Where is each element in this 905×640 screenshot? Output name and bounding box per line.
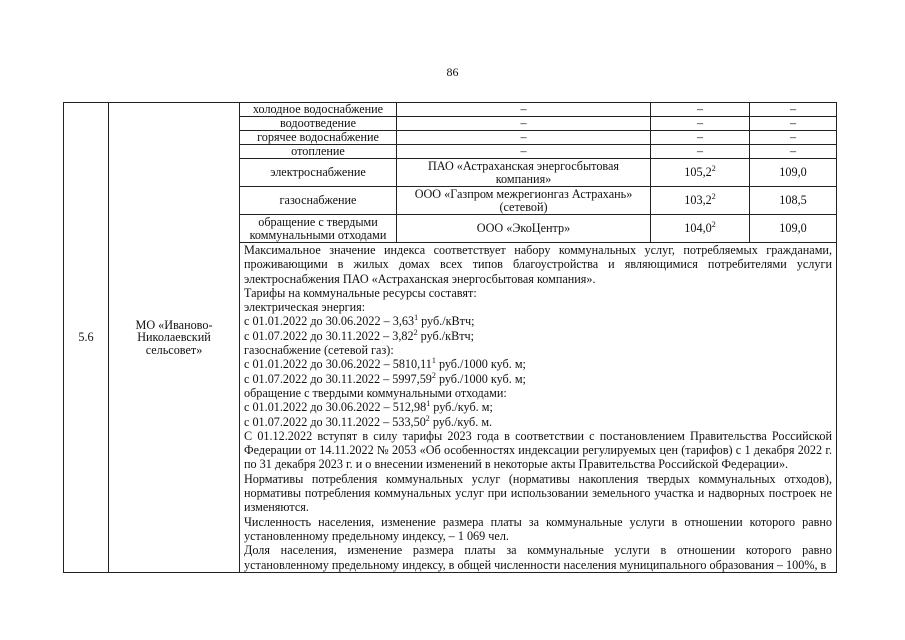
provider-name: ООО «Газпром межрегионгаз Астрахань» (сетевой) <box>397 187 651 215</box>
index-max: – <box>651 131 750 145</box>
index-max: 105,2$^2$ <box>651 159 750 187</box>
municipality-name: МО «Иваново-Николаевский сельсовет» <box>109 103 240 573</box>
paragraph-population: Численность населения, изменение размера платы за коммунальные услуги в отношении которого равно установленному предельному индексу, – 1 069 чел. <box>244 514 832 543</box>
provider-name: ООО «ЭкоЦентр» <box>397 215 651 243</box>
table-row <box>64 103 837 117</box>
electric-label: электрическая энергия: <box>244 300 366 315</box>
index-max: – <box>651 103 750 117</box>
provider-name: – <box>397 131 651 145</box>
service-name: электроснабжение <box>240 159 397 187</box>
provider-name: – <box>397 117 651 131</box>
provider-name: ПАО «Астраханская энергосбытовая компания» <box>397 159 651 187</box>
service-name: отопление <box>240 145 397 159</box>
tariff-table <box>63 102 837 573</box>
paragraph-tariff-2023: С 01.12.2022 вступят в силу тарифы 2023 года в соответствии с постановлением Правительства Российской Федерации от 14.11.2022 № 2053 «Об особенностях индексации регулируемых цен (тарифов) с 1 декабря 2022 г. по 31 декабря 2023 г. и о внесении изменений в некоторые акты Правительства Российской Федерации». <box>244 428 832 472</box>
gas-tariff-1: с 01.01.2022 до 30.06.2022 – 5810,11$^1$ руб./1000 куб. м; <box>244 356 526 372</box>
index-limit: 108,5 <box>750 187 837 215</box>
provider-name: – <box>397 145 651 159</box>
gas-label: газоснабжение (сетевой газ): <box>244 343 394 358</box>
index-limit: – <box>750 103 837 117</box>
paragraph-norms: Нормативы потребления коммунальных услуг (нормативы накопления твердых коммунальных отходов), нормативы потребления коммунальных услуг при использовании земельного участка и надворных построек не изменяются. <box>244 471 832 515</box>
page-number: 86 <box>446 65 459 79</box>
waste-tariff-2: с 01.07.2022 до 30.11.2022 – 533,50$^2$ руб./куб. м. <box>244 413 493 429</box>
paragraph-share: Доля населения, изменение размера платы за коммунальные услуги в отношении которого равно установленному предельному индексу, в общей численности населения муниципального образования – 100%, в <box>244 543 832 572</box>
gas-tariff-2: с 01.07.2022 до 30.11.2022 – 5997,59$^2$ руб./1000 куб. м; <box>244 370 526 386</box>
index-max: 104,0$^2$ <box>651 215 750 243</box>
electric-tariff-1: с 01.01.2022 до 30.06.2022 – 3,63$^1$ руб./кВтч; <box>244 313 475 329</box>
electric-tariff-2: с 01.07.2022 до 30.11.2022 – 3,82$^2$ руб./кВтч; <box>244 327 475 343</box>
waste-tariff-1: с 01.01.2022 до 30.06.2022 – 512,98$^1$ руб./куб. м; <box>244 399 493 415</box>
index-max: – <box>651 145 750 159</box>
index-limit: – <box>750 131 837 145</box>
service-name: холодное водоснабжение <box>240 103 397 117</box>
description-cell <box>240 243 837 573</box>
row-number: 5.6 <box>64 103 109 573</box>
index-max: 103,2$^2$ <box>651 187 750 215</box>
index-limit: 109,0 <box>750 159 837 187</box>
service-name: горячее водоснабжение <box>240 131 397 145</box>
index-limit: 109,0 <box>750 215 837 243</box>
index-limit: – <box>750 145 837 159</box>
service-name: водоотведение <box>240 117 397 131</box>
index-max: – <box>651 117 750 131</box>
tariffs-intro: Тарифы на коммунальные ресурсы составят: <box>244 285 477 300</box>
service-name: газоснабжение <box>240 187 397 215</box>
service-name: обращение с твердыми коммунальными отходами <box>240 215 397 243</box>
paragraph-max-index: Максимальное значение индекса соответствует набору коммунальных услуг, потребляемых гражданами, проживающими в жилых домах всех типов благоустройства и являющимися потребителями услуги электроснабжения ПАО «Астраханская энергосбытовая компания». <box>244 243 832 286</box>
waste-label: обращение с твердыми коммунальными отходами: <box>244 385 507 400</box>
index-limit: – <box>750 117 837 131</box>
provider-name: – <box>397 103 651 117</box>
